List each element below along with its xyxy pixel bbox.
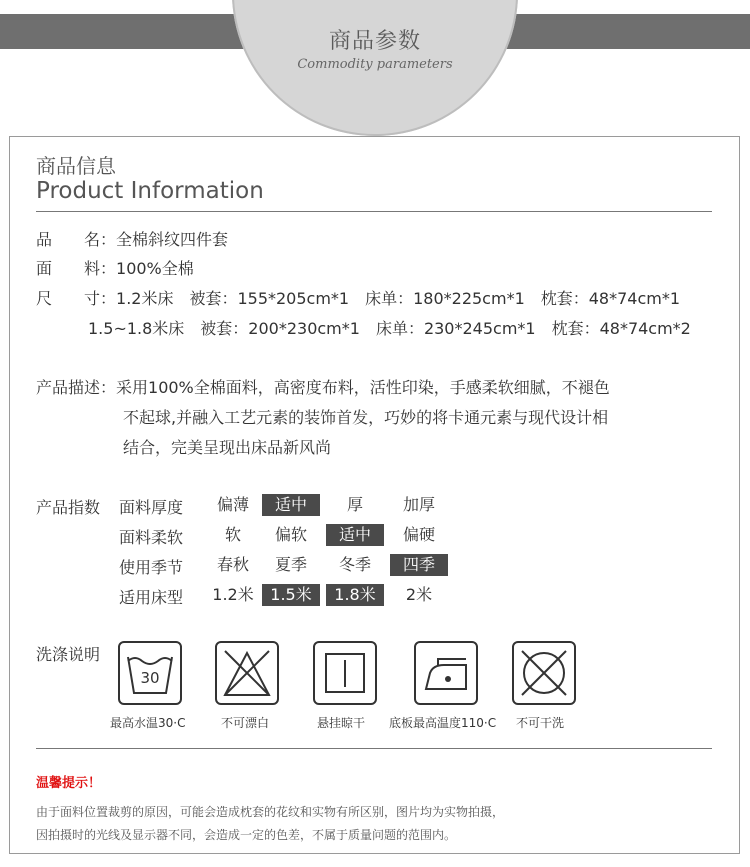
info-material-label: 面 料： bbox=[36, 259, 117, 278]
index-option: 夏季 bbox=[274, 555, 307, 574]
description-line1: 采用100%全棉面料，高密度布料，活性印染，手感柔软细腻，不褪色 bbox=[116, 378, 610, 397]
index-row-name: 面料柔软 bbox=[119, 528, 184, 547]
notice-divider bbox=[36, 748, 712, 749]
index-option-selected: 四季 bbox=[390, 554, 448, 576]
index-option-selected: 1.8米 bbox=[326, 584, 384, 606]
index-option: 2米 bbox=[405, 585, 433, 604]
description-line3: 结合，完美呈现出床品新风尚 bbox=[123, 438, 332, 457]
info-size-row bbox=[36, 286, 680, 309]
section-divider bbox=[36, 211, 712, 212]
index-option-selected: 适中 bbox=[262, 494, 320, 516]
info-material-value: 100%全棉 bbox=[116, 259, 194, 278]
index-option: 偏软 bbox=[274, 525, 307, 544]
info-size-line2: 1.5~1.8米床 被套：200*230cm*1 床单：230*245cm*1 枕套：48*74cm*2 bbox=[88, 319, 691, 338]
info-name-label: 品 名： bbox=[36, 230, 117, 249]
header-title-en: Commodity parameters bbox=[297, 57, 453, 72]
wash-30-caption: 最高水温30·C bbox=[110, 716, 186, 730]
wash-temp-number: 30 bbox=[140, 669, 160, 687]
index-row-name: 面料厚度 bbox=[119, 498, 184, 517]
index-label: 产品指数 bbox=[36, 498, 101, 517]
index-option: 偏硬 bbox=[402, 525, 435, 544]
index-option-selected: 1.5米 bbox=[262, 584, 320, 606]
index-option: 厚 bbox=[346, 495, 363, 514]
index-option-selected: 适中 bbox=[326, 524, 384, 546]
description-label: 产品描述： bbox=[36, 378, 117, 397]
no-dry-clean-caption: 不可干洗 bbox=[516, 716, 565, 730]
hang-dry-caption: 悬挂晾干 bbox=[317, 716, 366, 730]
index-option: 冬季 bbox=[338, 555, 371, 574]
description-row bbox=[36, 375, 610, 398]
no-bleach-caption: 不可漂白 bbox=[221, 716, 270, 730]
section-title-en: Product Information bbox=[36, 178, 264, 204]
index-row-name: 适用床型 bbox=[119, 588, 184, 607]
index-row-name: 使用季节 bbox=[119, 558, 184, 577]
info-size-line1: 1.2米床 被套：155*205cm*1 床单：180*225cm*1 枕套：48*74cm*1 bbox=[116, 289, 681, 308]
washing-label: 洗涤说明 bbox=[36, 645, 101, 664]
section-title-cn: 商品信息 bbox=[36, 154, 116, 178]
no-dry-clean-icon bbox=[512, 641, 576, 705]
description-line2: 不起球,并融入工艺元素的装饰首发，巧妙的将卡通元素与现代设计相 bbox=[123, 408, 609, 427]
no-bleach-icon bbox=[215, 641, 279, 705]
iron-icon bbox=[414, 641, 478, 705]
info-material-row bbox=[36, 256, 194, 279]
info-name-row bbox=[36, 227, 228, 250]
index-option: 偏薄 bbox=[216, 495, 249, 514]
info-size-label: 尺 寸： bbox=[36, 289, 117, 308]
notice-line2: 因拍摄时的光线及显示器不同，会造成一定的色差，不属于质量问题的范围内。 bbox=[36, 828, 457, 842]
header-title-cn: 商品参数 bbox=[328, 29, 421, 54]
hang-dry-icon bbox=[313, 641, 377, 705]
index-option: 加厚 bbox=[402, 495, 435, 514]
wash-30-icon bbox=[118, 641, 182, 705]
index-option: 春秋 bbox=[216, 555, 249, 574]
index-option: 软 bbox=[224, 525, 241, 544]
iron-caption: 底板最高温度110·C bbox=[389, 716, 497, 730]
notice-line1: 由于面料位置裁剪的原因，可能会造成枕套的花纹和实物有所区别，图片均为实物拍摄， bbox=[36, 805, 505, 819]
index-option: 1.2米 bbox=[212, 585, 254, 604]
info-name-value: 全棉斜纹四件套 bbox=[116, 230, 229, 249]
notice-title: 温馨提示！ bbox=[36, 776, 102, 791]
